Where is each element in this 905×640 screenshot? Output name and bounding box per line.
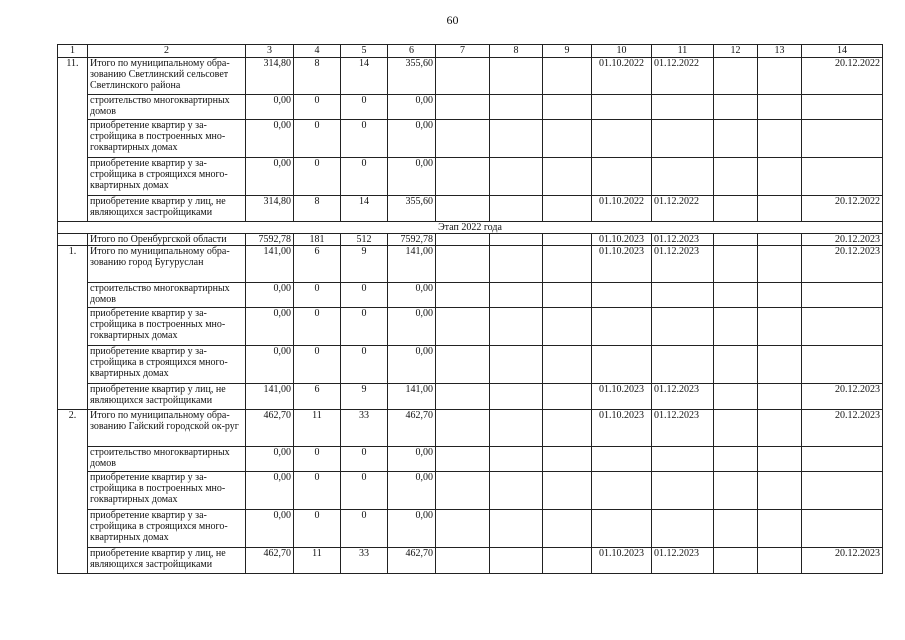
empty-cell [436,510,490,548]
date-cell [652,308,714,346]
date-cell: 20.12.2023 [802,246,883,283]
table-row [58,346,883,384]
value-cell: 9 [341,246,388,283]
item-name-cell: приобретение квартир у лиц, не являющихся застройщиками [88,196,246,222]
empty-cell [543,120,592,158]
empty-cell [543,308,592,346]
empty-cell [758,158,802,196]
date-cell: 01.12.2023 [652,246,714,283]
value-cell: 355,60 [388,196,436,222]
date-cell [652,472,714,510]
value-cell: 0 [341,308,388,346]
empty-cell [758,196,802,222]
row-number-cell: 2. [58,410,88,574]
empty-cell [490,346,543,384]
empty-cell [436,308,490,346]
value-cell: 14 [341,58,388,95]
item-name-cell: Итого по Оренбургской области [88,234,246,246]
item-name-cell: приобретение квартир у за-стройщика в построенных мно-гоквартирных домах [88,472,246,510]
value-cell: 0 [341,346,388,384]
date-cell [802,95,883,120]
value-cell: 0,00 [246,346,294,384]
value-cell: 8 [294,58,341,95]
empty-cell [714,158,758,196]
page-number: 60 [446,13,459,27]
date-cell [652,283,714,308]
value-cell: 0 [341,510,388,548]
date-cell [802,158,883,196]
date-cell [802,308,883,346]
value-cell: 0 [294,120,341,158]
empty-cell [714,120,758,158]
empty-cell [543,95,592,120]
value-cell: 181 [294,234,341,246]
empty-cell [714,346,758,384]
header-cell: 2 [88,45,246,58]
empty-cell [490,120,543,158]
empty-cell [758,58,802,95]
empty-cell [490,95,543,120]
value-cell: 0,00 [246,510,294,548]
empty-cell [543,447,592,472]
stage-row [58,222,883,234]
empty-cell [490,234,543,246]
item-name-cell: приобретение квартир у за-стройщика в строящихся много-квартирных домах [88,346,246,384]
value-cell: 0 [294,510,341,548]
value-cell: 0 [341,447,388,472]
value-cell: 141,00 [388,246,436,283]
header-cell: 3 [246,45,294,58]
value-cell: 0,00 [388,472,436,510]
header-cell: 12 [714,45,758,58]
value-cell: 0,00 [388,447,436,472]
value-cell: 0 [341,158,388,196]
empty-cell [714,283,758,308]
value-cell: 0,00 [388,308,436,346]
value-cell: 11 [294,548,341,574]
value-cell: 0,00 [246,283,294,308]
item-name-cell: строительство многоквартирных домов [88,95,246,120]
date-cell [802,472,883,510]
table-row [58,510,883,548]
value-cell: 512 [341,234,388,246]
empty-cell [714,234,758,246]
value-cell: 8 [294,196,341,222]
date-cell [652,447,714,472]
item-name-cell: Итого по муниципальному обра-зованию Гайский городской ок-руг [88,410,246,447]
header-cell: 7 [436,45,490,58]
item-name-cell: приобретение квартир у за-стройщика в строящихся много-квартирных домах [88,510,246,548]
empty-cell [758,234,802,246]
date-cell [592,283,652,308]
empty-cell [758,548,802,574]
date-cell: 01.12.2023 [652,548,714,574]
empty-cell [543,346,592,384]
date-cell [652,510,714,548]
date-cell: 01.10.2023 [592,384,652,410]
empty-cell [758,283,802,308]
date-cell [652,95,714,120]
value-cell: 462,70 [388,548,436,574]
empty-cell [436,95,490,120]
date-cell: 01.10.2022 [592,58,652,95]
empty-cell [543,246,592,283]
value-cell: 0,00 [388,95,436,120]
date-cell: 20.12.2022 [802,58,883,95]
value-cell: 355,60 [388,58,436,95]
date-cell [592,346,652,384]
header-cell: 9 [543,45,592,58]
empty-cell [436,58,490,95]
empty-cell [490,158,543,196]
empty-cell [714,447,758,472]
empty-cell [436,234,490,246]
value-cell: 0 [341,120,388,158]
value-cell: 0 [294,346,341,384]
empty-cell [543,410,592,447]
value-cell: 6 [294,384,341,410]
empty-cell [490,196,543,222]
header-cell: 13 [758,45,802,58]
value-cell: 0,00 [246,120,294,158]
empty-cell [436,283,490,308]
item-name-cell: приобретение квартир у за-стройщика в строящихся много-квартирных домах [88,158,246,196]
empty-cell [490,58,543,95]
date-cell [592,120,652,158]
empty-cell [543,196,592,222]
value-cell: 141,00 [388,384,436,410]
date-cell: 01.10.2023 [592,410,652,447]
date-cell [652,158,714,196]
empty-cell [436,384,490,410]
empty-cell [543,472,592,510]
value-cell: 0,00 [246,472,294,510]
empty-cell [714,472,758,510]
value-cell: 7592,78 [388,234,436,246]
empty-cell [436,158,490,196]
date-cell [592,447,652,472]
empty-cell [436,120,490,158]
value-cell: 33 [341,410,388,447]
empty-cell [58,234,88,246]
data-table [57,44,883,574]
table-row [58,308,883,346]
empty-cell [758,510,802,548]
header-cell: 1 [58,45,88,58]
value-cell: 0 [341,95,388,120]
value-cell: 0,00 [246,95,294,120]
table-row-total [58,410,883,447]
empty-cell [714,410,758,447]
date-cell: 01.12.2022 [652,196,714,222]
value-cell: 0,00 [246,158,294,196]
table-row [58,548,883,574]
table-row-total [58,246,883,283]
empty-cell [543,283,592,308]
item-name-cell: приобретение квартир у за-стройщика в построенных мно-гоквартирных домах [88,120,246,158]
empty-cell [490,447,543,472]
date-cell [802,120,883,158]
table-row [58,196,883,222]
empty-cell [758,410,802,447]
date-cell: 20.12.2022 [802,196,883,222]
empty-cell [758,384,802,410]
value-cell: 0 [294,283,341,308]
value-cell: 0 [294,158,341,196]
date-cell: 01.10.2022 [592,196,652,222]
date-cell [652,120,714,158]
date-cell [802,346,883,384]
empty-cell [490,548,543,574]
item-name-cell: приобретение квартир у лиц, не являющихся застройщиками [88,384,246,410]
value-cell: 0,00 [388,158,436,196]
empty-cell [490,283,543,308]
empty-cell [714,95,758,120]
header-cell: 10 [592,45,652,58]
value-cell: 0,00 [388,510,436,548]
date-cell: 01.10.2023 [592,234,652,246]
header-row [58,45,883,58]
value-cell: 0 [294,472,341,510]
empty-cell [543,58,592,95]
date-cell [802,447,883,472]
value-cell: 141,00 [246,384,294,410]
empty-cell [490,510,543,548]
item-name-cell: приобретение квартир у за-стройщика в построенных мно-гоквартирных домах [88,308,246,346]
empty-cell [758,120,802,158]
empty-cell [758,246,802,283]
value-cell: 0,00 [388,283,436,308]
empty-cell [714,548,758,574]
date-cell [592,472,652,510]
value-cell: 0,00 [246,447,294,472]
item-name-cell: строительство многоквартирных домов [88,447,246,472]
empty-cell [758,95,802,120]
value-cell: 33 [341,548,388,574]
date-cell: 01.10.2023 [592,246,652,283]
table-row [58,472,883,510]
value-cell: 0 [294,447,341,472]
value-cell: 462,70 [388,410,436,447]
date-cell: 20.12.2023 [802,410,883,447]
header-cell: 6 [388,45,436,58]
item-name-cell: строительство многоквартирных домов [88,283,246,308]
date-cell: 20.12.2023 [802,548,883,574]
header-cell: 11 [652,45,714,58]
table-row [58,447,883,472]
value-cell: 462,70 [246,410,294,447]
date-cell [592,158,652,196]
empty-cell [436,472,490,510]
value-cell: 0 [341,283,388,308]
value-cell: 6 [294,246,341,283]
region-total-row [58,234,883,246]
date-cell [652,346,714,384]
empty-cell [490,384,543,410]
value-cell: 9 [341,384,388,410]
empty-cell [543,548,592,574]
table-row [58,120,883,158]
empty-cell [714,308,758,346]
empty-cell [436,196,490,222]
empty-cell [436,447,490,472]
table-row [58,283,883,308]
empty-cell [714,196,758,222]
item-name-cell: Итого по муниципальному обра-зованию Светлинский сельсовет Светлинского района [88,58,246,95]
value-cell: 0,00 [246,308,294,346]
item-name-cell: Итого по муниципальному обра-зованию город Бугуруслан [88,246,246,283]
empty-cell [543,158,592,196]
value-cell: 0,00 [388,120,436,158]
date-cell: 01.12.2023 [652,384,714,410]
empty-cell [490,246,543,283]
date-cell: 20.12.2023 [802,384,883,410]
empty-cell [490,410,543,447]
value-cell: 11 [294,410,341,447]
table-row [58,384,883,410]
table-row-total [58,58,883,95]
empty-cell [758,308,802,346]
table-row [58,95,883,120]
value-cell: 0 [294,308,341,346]
header-cell: 5 [341,45,388,58]
value-cell: 314,80 [246,196,294,222]
empty-cell [490,472,543,510]
value-cell: 314,80 [246,58,294,95]
value-cell: 141,00 [246,246,294,283]
header-cell: 14 [802,45,883,58]
empty-cell [436,246,490,283]
date-cell [592,510,652,548]
date-cell: 01.12.2022 [652,58,714,95]
empty-cell [758,346,802,384]
empty-cell [758,447,802,472]
empty-cell [758,472,802,510]
empty-cell [714,58,758,95]
empty-cell [714,384,758,410]
date-cell: 20.12.2023 [802,234,883,246]
row-number-cell: 11. [58,58,88,222]
table-row [58,158,883,196]
value-cell: 462,70 [246,548,294,574]
empty-cell [490,308,543,346]
date-cell: 01.10.2023 [592,548,652,574]
item-name-cell: приобретение квартир у лиц, не являющихся застройщиками [88,548,246,574]
empty-cell [543,510,592,548]
value-cell: 0 [341,472,388,510]
value-cell: 0 [294,95,341,120]
header-cell: 4 [294,45,341,58]
date-cell [802,283,883,308]
empty-cell [436,346,490,384]
empty-cell [714,510,758,548]
empty-cell [543,384,592,410]
empty-cell [714,246,758,283]
value-cell: 0,00 [388,346,436,384]
value-cell: 14 [341,196,388,222]
empty-cell [543,234,592,246]
empty-cell [436,548,490,574]
header-cell: 8 [490,45,543,58]
date-cell [802,510,883,548]
date-cell [592,308,652,346]
date-cell: 01.12.2023 [652,234,714,246]
empty-cell [436,410,490,447]
date-cell [592,95,652,120]
stage-label: Этап 2022 года [58,222,883,234]
value-cell: 7592,78 [246,234,294,246]
row-number-cell: 1. [58,246,88,410]
date-cell: 01.12.2023 [652,410,714,447]
